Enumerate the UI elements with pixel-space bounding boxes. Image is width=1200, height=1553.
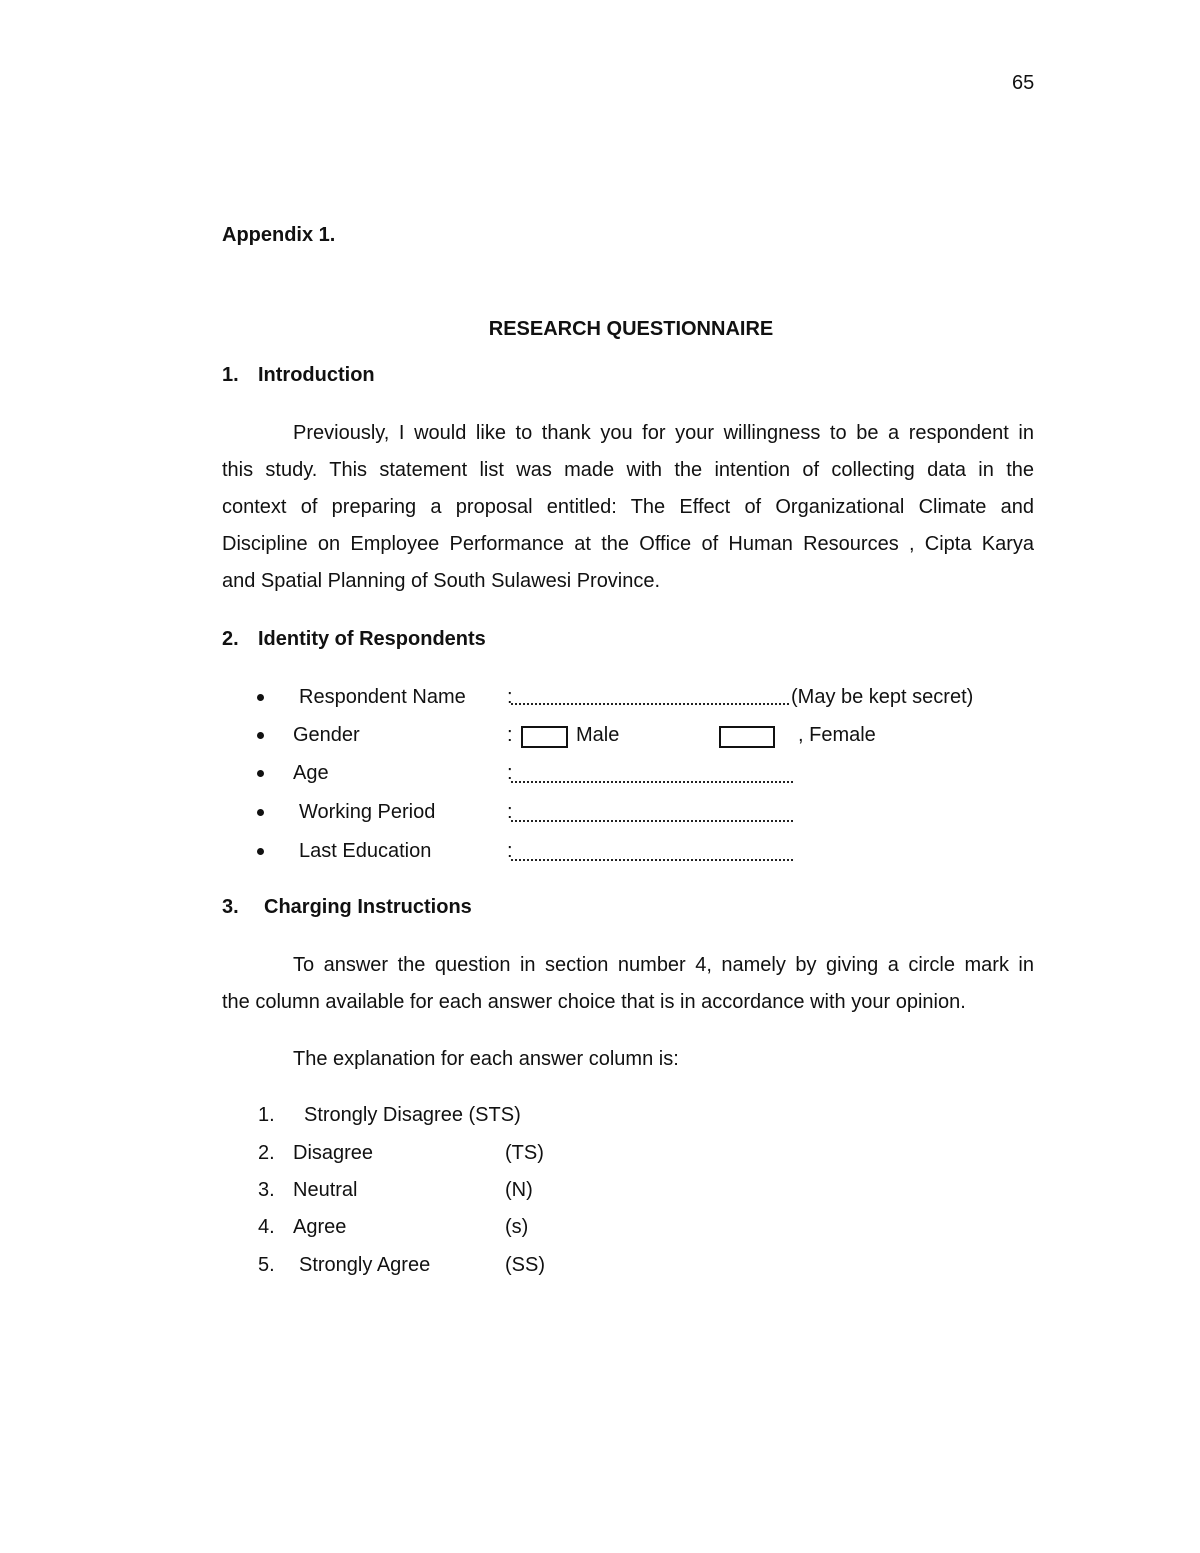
scale-label: Agree xyxy=(293,1216,347,1238)
scale-number: 5. xyxy=(258,1254,275,1276)
scale-number: 4. xyxy=(258,1216,275,1238)
bullet-icon xyxy=(257,732,267,742)
field-colon: : xyxy=(507,840,513,862)
section-1-number: 1. xyxy=(222,364,239,386)
scale-label: Neutral xyxy=(293,1179,358,1201)
section-3-heading xyxy=(222,896,472,919)
section-2-number: 2. xyxy=(222,628,239,650)
paragraph-line: Discipline on Employee Performance at the Office of Human Resources , Cipta Karya xyxy=(222,533,1034,555)
scale-code: (SS) xyxy=(505,1254,545,1276)
working-period-answer-line[interactable] xyxy=(511,820,793,822)
female-option-label: , Female xyxy=(798,724,876,746)
section-3-number: 3. xyxy=(222,896,239,918)
paragraph-line: the column available for each answer choice that is in accordance with your opinion. xyxy=(222,991,966,1013)
scale-label: Strongly Disagree (STS) xyxy=(304,1104,521,1126)
section-2-heading xyxy=(222,628,486,651)
paragraph-line: this study. This statement list was made with the intention of collecting data in the xyxy=(222,459,1034,481)
explanation-intro: The explanation for each answer column is: xyxy=(293,1048,679,1070)
scale-code: (TS) xyxy=(505,1142,544,1164)
last-education-answer-line[interactable] xyxy=(511,859,793,861)
scale-code: (N) xyxy=(505,1179,533,1201)
paragraph-line: context of preparing a proposal entitled: The Effect of Organizational Climate and xyxy=(222,496,1034,518)
paragraph-line: Previously, I would like to thank you for your willingness to be a respondent in xyxy=(293,422,1034,444)
bullet-icon xyxy=(257,694,267,704)
field-colon: : xyxy=(507,686,513,708)
field-label-age: Age xyxy=(293,762,329,784)
section-1-heading xyxy=(222,364,375,387)
section-3-title: Charging Instructions xyxy=(264,896,472,918)
scale-number: 2. xyxy=(258,1142,275,1164)
scale-number: 1. xyxy=(258,1104,275,1126)
scale-number: 3. xyxy=(258,1179,275,1201)
field-colon: : xyxy=(507,801,513,823)
name-answer-line[interactable] xyxy=(511,703,789,705)
field-colon: : xyxy=(507,762,513,784)
section-1-title: Introduction xyxy=(258,364,375,386)
bullet-icon xyxy=(257,809,267,819)
page-number: 65 xyxy=(1012,72,1035,94)
appendix-label: Appendix 1. xyxy=(222,224,336,246)
name-note: (May be kept secret) xyxy=(791,686,974,708)
field-label-gender: Gender xyxy=(293,724,360,746)
scale-label: Strongly Agree xyxy=(299,1254,431,1276)
page-title: RESEARCH QUESTIONNAIRE xyxy=(488,318,774,340)
field-label-name: Respondent Name xyxy=(299,686,466,708)
instruction-paragraph xyxy=(222,947,1034,1021)
paragraph-line: and Spatial Planning of South Sulawesi Province. xyxy=(222,570,661,592)
bullet-icon xyxy=(257,770,267,780)
scale-label: Disagree xyxy=(293,1142,374,1164)
field-label-working-period: Working Period xyxy=(299,801,436,823)
paragraph-line: To answer the question in section number 4, namely by giving a circle mark in xyxy=(293,954,1034,976)
section-2-title: Identity of Respondents xyxy=(258,628,486,650)
scale-code: (s) xyxy=(505,1216,529,1238)
age-answer-line[interactable] xyxy=(511,781,793,783)
field-label-last-education: Last Education xyxy=(299,840,432,862)
male-checkbox[interactable] xyxy=(521,726,568,748)
female-checkbox[interactable] xyxy=(719,726,775,748)
bullet-icon xyxy=(257,848,267,858)
field-colon: : xyxy=(507,724,513,746)
introduction-paragraph xyxy=(222,415,1034,600)
male-option-label: Male xyxy=(576,724,620,746)
